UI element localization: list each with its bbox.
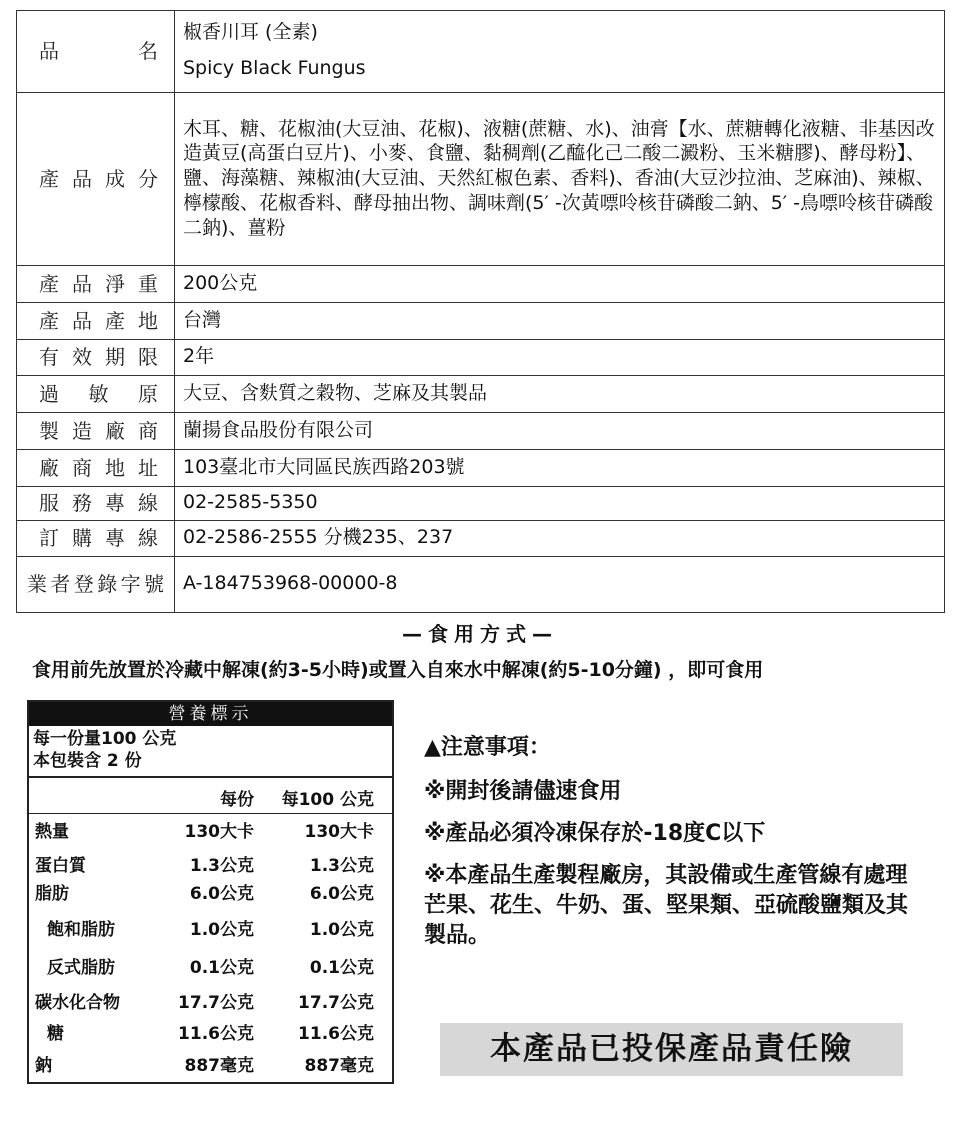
nutrition-row (29, 820, 392, 844)
servings-per-package: 本包裝含 2 份 (33, 751, 142, 771)
label-address: 廠商地址 (17, 450, 175, 487)
nutrition-row (29, 1054, 392, 1078)
nutrient-per-100g: 6.0公克 (309, 884, 374, 904)
nutrient-per-100g: 0.1公克 (309, 958, 374, 978)
insurance-banner: 本產品已投保產品責任險 (440, 1023, 903, 1076)
nutrient-name: 鈉 (35, 1056, 52, 1076)
nutrient-per-serving: 0.1公克 (189, 958, 254, 978)
nutrient-per-serving: 1.3公克 (189, 856, 254, 876)
product-name-zh: 椒香川耳 (全素) (183, 21, 318, 44)
product-info-table (16, 10, 945, 613)
value-registration: A-184753968-00000-8 (175, 557, 945, 613)
nutrition-label (27, 700, 394, 1084)
nutrient-per-serving: 11.6公克 (178, 1024, 254, 1044)
nutrient-per-100g: 130大卡 (304, 822, 374, 842)
row-address (17, 450, 945, 487)
nutrient-per-serving: 17.7公克 (178, 993, 254, 1013)
col-per-100g: 每100 公克 (281, 790, 374, 810)
row-ingredients (17, 93, 945, 266)
value-order-line: 02-2586-2555 分機235、237 (175, 521, 945, 557)
value-origin: 台灣 (175, 303, 945, 340)
note-item: ※產品必須冷凍保存於-18度C以下 (424, 821, 766, 846)
product-name-en: Spicy Black Fungus (183, 57, 366, 79)
usage-title: —食用方式— (402, 622, 558, 646)
nutrient-per-100g: 1.0公克 (309, 920, 374, 940)
note-item: ※本產品生產製程廠房，其設備或生產管線有處理芒果、花生、牛奶、蛋、堅果類、亞硫酸鹽類及其製品。 (424, 863, 909, 948)
row-weight (17, 266, 945, 303)
nutrition-row (29, 991, 392, 1015)
nutrient-name: 熱量 (35, 822, 69, 842)
note-item: ※開封後請儘速食用 (424, 779, 622, 804)
label-weight: 產品淨重 (17, 266, 175, 303)
row-registration (17, 557, 945, 613)
row-shelf-life (17, 340, 945, 376)
row-origin (17, 303, 945, 340)
col-per-serving: 每份 (220, 790, 254, 810)
label-maker: 製造廠商 (17, 413, 175, 450)
nutrition-row (29, 882, 392, 906)
nutrient-name: 糖 (47, 1024, 64, 1044)
value-name (175, 11, 945, 93)
row-order-line (17, 521, 945, 557)
nutrient-per-100g: 17.7公克 (298, 993, 374, 1013)
label-ingredients: 產品成分 (17, 93, 175, 266)
value-service-line: 02-2585-5350 (175, 487, 945, 521)
row-service-line (17, 487, 945, 521)
label-origin: 產品產地 (17, 303, 175, 340)
label-service-line: 服務專線 (17, 487, 175, 521)
value-weight: 200公克 (175, 266, 945, 303)
nutrient-name: 飽和脂肪 (47, 920, 115, 940)
notes-section (424, 733, 924, 963)
row-allergen (17, 376, 945, 413)
label-order-line: 訂購專線 (17, 521, 175, 557)
nutrient-name: 蛋白質 (35, 856, 86, 876)
nutrition-serving-info (29, 726, 392, 778)
serving-size: 每一份量100 公克 (33, 729, 177, 749)
nutrient-per-serving: 1.0公克 (189, 920, 254, 940)
row-maker (17, 413, 945, 450)
nutrient-per-serving: 887毫克 (184, 1056, 254, 1076)
nutrient-name: 脂肪 (35, 884, 69, 904)
nutrition-row (29, 918, 392, 942)
value-address: 103臺北市大同區民族西路203號 (175, 450, 945, 487)
nutrient-per-100g: 11.6公克 (298, 1024, 374, 1044)
nutrient-name: 反式脂肪 (47, 958, 115, 978)
nutrition-row (29, 956, 392, 980)
nutrition-column-header (29, 786, 392, 814)
nutrition-row (29, 1022, 392, 1046)
nutrient-per-serving: 6.0公克 (189, 884, 254, 904)
nutrient-per-100g: 1.3公克 (309, 856, 374, 876)
nutrient-per-serving: 130大卡 (184, 822, 254, 842)
notes-title: ▲注意事項： (424, 735, 551, 760)
value-ingredients: 木耳、糖、花椒油(大豆油、花椒)、液糖(蔗糖、水)、油膏【水、蔗糖轉化液糖、非基因改造黃豆(高蛋白豆片)、小麥、食鹽、黏稠劑(乙醯化己二酸二澱粉、玉米糖膠)、酵母粉】、鹽、海藻糖、辣椒油(大豆油、天然紅椒色素、香料)、香油(大豆沙拉油、芝麻油)、辣椒、檸檬酸、花椒香料、酵母抽出物、調味劑(5′ -次黃嘌呤核苷磷酸二鈉、5′ -鳥嘌呤核苷磷酸二鈉)、薑粉 (175, 93, 945, 266)
label-name: 品 名 (17, 11, 175, 93)
label-allergen: 過 敏 原 (17, 376, 175, 413)
nutrition-title: 營養標示 (29, 702, 392, 726)
nutrition-row (29, 854, 392, 878)
nutrient-name: 碳水化合物 (35, 993, 120, 1013)
usage-text: 食用前先放置於冷藏中解凍(約3-5小時)或置入自來水中解凍(約5-10分鐘) ，即可食用 (32, 659, 764, 681)
value-shelf-life: 2年 (175, 340, 945, 376)
nutrient-per-100g: 887毫克 (304, 1056, 374, 1076)
label-registration: 業者登錄字號 (17, 557, 175, 613)
label-shelf-life: 有效期限 (17, 340, 175, 376)
row-name (17, 11, 945, 93)
value-allergen: 大豆、含麩質之穀物、芝麻及其製品 (175, 376, 945, 413)
value-maker: 蘭揚食品股份有限公司 (175, 413, 945, 450)
